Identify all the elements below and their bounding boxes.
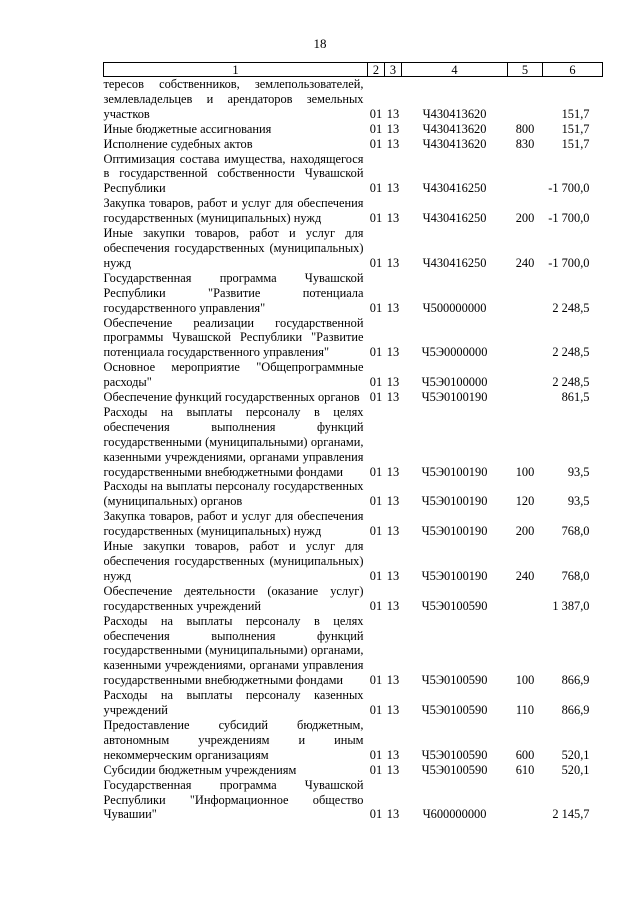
row-section-cell: 01 [369,300,383,315]
row-target-article-cell: Ч5Э0100190 [421,464,488,479]
table-row [104,763,603,778]
row-target-article-cell: Ч500000000 [422,300,487,315]
row-target-article-cell: Ч5Э0100590 [421,747,488,762]
row-name-cell: Закупка товаров, работ и услуг для обеспечения государственных (муниципальных) нужд [103,509,364,539]
column-header: 3 [385,63,402,77]
row-expense-type-cell: 610 [515,762,535,777]
row-name-cell: Обеспечение функций государственных органов [103,390,360,405]
row-name-cell: Предоставление субсидий бюджетным, автономным учреждениям и иным некоммерческим организациям [103,717,364,762]
row-name-cell: Расходы на выплаты персоналу в целях обеспечения выполнения функций государственными (муниципальными) органами, казенными учреждениями, органами управления государственными внебюджетными фондами [103,613,364,688]
row-expense-type-cell [508,316,543,361]
row-expense-type-cell [508,778,543,823]
row-target-article-cell: Ч5Э0100190 [421,390,488,405]
row-subsection-cell: 13 [386,136,400,151]
row-amount-cell: 93,5 [567,494,590,509]
row-expense-type-cell [508,271,543,316]
row-amount-cell: 2 248,5 [552,345,590,360]
column-header: 2 [368,63,385,77]
table-row [104,718,603,763]
row-target-article-cell: Ч5Э0100590 [421,598,488,613]
row-amount-cell: 151,7 [561,136,590,151]
row-name-cell: Иные бюджетные ассигнования [103,121,272,136]
row-subsection-cell: 13 [386,300,400,315]
row-subsection-cell: 13 [386,464,400,479]
row-expense-type-cell: 100 [515,673,535,688]
row-expense-type-cell [508,77,543,122]
row-subsection-cell: 13 [386,747,400,762]
row-name-cell: тересов собственников, землепользователей, землевладельцев и арендаторов земельных участков [103,77,364,121]
row-amount-cell: 2 145,7 [552,807,590,822]
row-target-article-cell: Ч5Э0100190 [421,494,488,509]
row-amount-cell: 866,9 [561,673,590,688]
row-subsection-cell: 13 [386,121,400,136]
table-row [104,226,603,271]
row-subsection-cell: 13 [386,255,400,270]
row-section-cell: 01 [369,703,383,718]
row-amount-cell: -1 700,0 [548,211,590,226]
row-target-article-cell: Ч430416250 [422,211,487,226]
row-section-cell: 01 [369,106,383,121]
row-section-cell: 01 [369,345,383,360]
row-name-cell: Обеспечение деятельности (оказание услуг) государственных учреждений [103,583,364,613]
row-target-article-cell: Ч5Э0100000 [421,375,488,390]
row-amount-cell: 151,7 [561,121,590,136]
row-expense-type-cell: 110 [515,703,535,718]
table-row [104,196,603,226]
row-subsection-cell: 13 [386,807,400,822]
row-target-article-cell: Ч5Э0100190 [421,568,488,583]
row-name-cell: Иные закупки товаров, работ и услуг для обеспечения государственных (муниципальных) нужд [103,539,364,583]
table-row [104,778,603,823]
table-row [104,316,603,361]
row-name-cell: Обеспечение реализации государственной программы Чувашской Республики "Развитие потенциала государственного управления" [103,315,364,360]
row-expense-type-cell: 800 [515,121,535,136]
row-target-article-cell: Ч430413620 [422,136,487,151]
row-subsection-cell: 13 [386,703,400,718]
row-expense-type-cell: 100 [515,464,535,479]
row-expense-type-cell: 600 [515,747,535,762]
table-row [104,122,603,137]
column-header: 6 [543,63,603,77]
row-amount-cell: 2 248,5 [552,300,590,315]
table-row [104,77,603,122]
row-target-article-cell: Ч430416250 [422,181,487,196]
row-subsection-cell: 13 [386,762,400,777]
row-section-cell: 01 [369,524,383,539]
row-amount-cell: -1 700,0 [548,255,590,270]
column-header: 5 [508,63,543,77]
table-row [104,405,603,480]
row-expense-type-cell [508,584,543,614]
row-name-cell: Иные закупки товаров, работ и услуг для обеспечения государственных (муниципальных) нужд [103,226,364,270]
row-target-article-cell: Ч5Э0100590 [421,703,488,718]
row-amount-cell: 768,0 [561,524,590,539]
row-expense-type-cell: 200 [515,211,535,226]
table-row [104,688,603,718]
row-section-cell: 01 [369,255,383,270]
row-subsection-cell: 13 [386,211,400,226]
row-subsection-cell: 13 [386,181,400,196]
row-amount-cell: 2 248,5 [552,375,590,390]
row-amount-cell: 866,9 [561,703,590,718]
page-number: 18 [313,36,327,51]
row-subsection-cell: 13 [386,345,400,360]
row-subsection-cell: 13 [386,375,400,390]
row-amount-cell: 768,0 [561,568,590,583]
row-name-cell: Расходы на выплаты персоналу государственных (муниципальных) органов [103,479,364,509]
row-expense-type-cell: 200 [515,524,535,539]
row-section-cell: 01 [369,494,383,509]
row-name-cell: Закупка товаров, работ и услуг для обеспечения государственных (муниципальных) нужд [103,196,364,226]
row-subsection-cell: 13 [386,673,400,688]
column-header: 4 [402,63,508,77]
table-row [104,479,603,509]
column-header: 1 [104,63,368,77]
row-expense-type-cell [508,390,543,405]
row-expense-type-cell: 830 [515,136,535,151]
row-amount-cell: 520,1 [561,762,590,777]
row-subsection-cell: 13 [386,494,400,509]
row-amount-cell: 93,5 [567,464,590,479]
table-row [104,152,603,197]
row-name-cell: Оптимизация состава имущества, находящегося в государственной собственности Чувашской Республики [103,151,364,196]
budget-table [103,62,603,822]
row-section-cell: 01 [369,121,383,136]
row-amount-cell: 861,5 [561,390,590,405]
table-row [104,539,603,584]
row-target-article-cell: Ч5Э0100190 [421,524,488,539]
row-target-article-cell: Ч430413620 [422,106,487,121]
row-expense-type-cell: 240 [515,568,535,583]
row-target-article-cell: Ч430416250 [422,255,487,270]
row-subsection-cell: 13 [386,524,400,539]
row-amount-cell: -1 700,0 [548,181,590,196]
row-name-cell: Государственная программа Чувашской Республики "Информационное общество Чувашии" [103,777,364,822]
row-subsection-cell: 13 [386,568,400,583]
row-name-cell: Государственная программа Чувашской Республики "Развитие потенциала государственного управления" [103,270,364,315]
row-target-article-cell: Ч5Э0100590 [421,762,488,777]
row-amount-cell: 151,7 [561,106,590,121]
row-section-cell: 01 [369,464,383,479]
table-row [104,137,603,152]
row-name-cell: Расходы на выплаты персоналу казенных учреждений [103,688,364,718]
row-section-cell: 01 [369,807,383,822]
row-target-article-cell: Ч600000000 [422,807,487,822]
row-name-cell: Расходы на выплаты персоналу в целях обеспечения выполнения функций государственными (муниципальными) органами, казенными учреждениями, органами управления государственными внебюджетными фондами [103,404,364,479]
table-row [104,584,603,614]
table-body [104,77,603,823]
row-name-cell: Основное мероприятие "Общепрограммные расходы" [103,360,364,390]
row-name-cell: Субсидии бюджетным учреждениям [103,762,297,777]
row-amount-cell: 1 387,0 [552,598,590,613]
table-row [104,614,603,689]
row-target-article-cell: Ч5Э0100590 [421,673,488,688]
row-section-cell: 01 [369,181,383,196]
row-section-cell: 01 [369,390,383,405]
row-section-cell: 01 [369,568,383,583]
row-target-article-cell: Ч430413620 [422,121,487,136]
row-name-cell: Исполнение судебных актов [103,136,253,151]
row-subsection-cell: 13 [386,390,400,405]
row-section-cell: 01 [369,747,383,762]
row-expense-type-cell [508,152,543,197]
row-section-cell: 01 [369,598,383,613]
row-section-cell: 01 [369,673,383,688]
row-target-article-cell: Ч5Э0000000 [421,345,488,360]
table-row [104,360,603,390]
row-section-cell: 01 [369,375,383,390]
table-row [104,390,603,405]
row-amount-cell: 520,1 [561,747,590,762]
row-section-cell: 01 [369,211,383,226]
table-row [104,509,603,539]
row-subsection-cell: 13 [386,106,400,121]
row-expense-type-cell: 240 [515,255,535,270]
table-row [104,271,603,316]
row-subsection-cell: 13 [386,598,400,613]
row-expense-type-cell: 120 [515,494,535,509]
table-header-row [104,63,603,77]
row-section-cell: 01 [369,762,383,777]
row-section-cell: 01 [369,136,383,151]
row-expense-type-cell [508,360,543,390]
